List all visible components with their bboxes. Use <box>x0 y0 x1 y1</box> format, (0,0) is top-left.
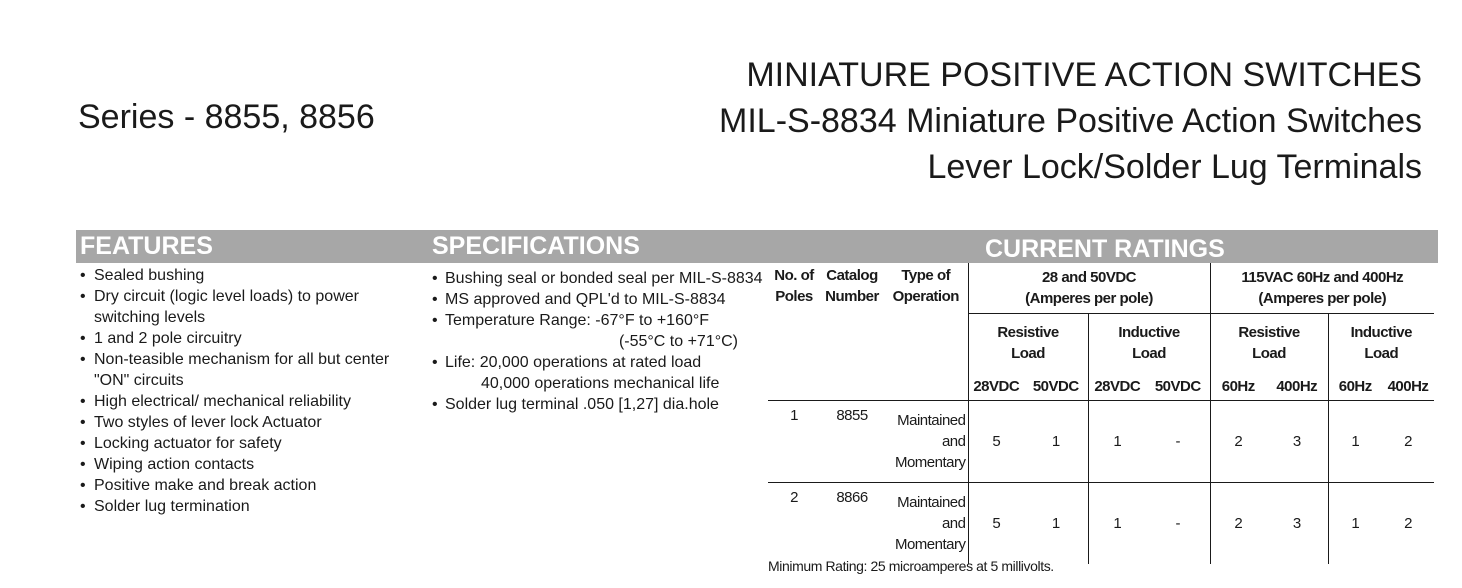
operation-line3: Momentary <box>894 454 966 471</box>
col-group-ac-line2: (Amperes per pole) <box>1258 290 1387 307</box>
specifications-list <box>430 268 770 415</box>
subheader-dc-resistive <box>968 314 1088 373</box>
spec-temperature-celsius: (-55°C to +71°C) <box>618 333 738 350</box>
feature-item: • Two styles of lever lock Actuator <box>78 412 423 433</box>
cell-value: 2 <box>1210 401 1266 483</box>
subheader-line2: Load <box>1252 345 1286 362</box>
subheader-line2: Load <box>1364 345 1399 362</box>
unit-label: 400Hz <box>1266 372 1328 401</box>
title-line-2: MIL-S-8834 Miniature Positive Action Switches <box>719 102 1422 140</box>
spec-life: Life: 20,000 operations at rated load <box>445 354 702 371</box>
series-label: Series - 8855, 8856 <box>78 98 375 136</box>
unit-label: 60Hz <box>1328 372 1382 401</box>
subheader-line1: Resistive <box>1238 324 1300 341</box>
cell-value: 1 <box>1088 483 1146 565</box>
table-row <box>768 483 1434 565</box>
cell-value: 1 <box>1328 401 1382 483</box>
current-ratings-heading: CURRENT RATINGS <box>770 230 1438 263</box>
minimum-rating-note: Minimum Rating: 25 microamperes at 5 millivolts. <box>768 558 1054 574</box>
operation-line1: Maintained <box>897 412 966 429</box>
cell-value: 2 <box>1382 401 1434 483</box>
unit-label: 28VDC <box>968 372 1024 401</box>
cell-value: - <box>1175 515 1180 532</box>
table-row <box>768 401 1434 483</box>
operation-line3: Momentary <box>894 536 966 553</box>
operation-line2: and <box>941 515 966 532</box>
cell-value: 2 <box>1210 483 1266 565</box>
unit-label: 28VDC <box>1088 372 1146 401</box>
cell-value: 1 <box>1328 483 1382 565</box>
feature-item: • Non-teasible mechanism for all but center "ON" circuits <box>78 349 423 391</box>
feature-item: • Sealed bushing <box>78 265 423 286</box>
col-group-ac-line1: 115VAC 60Hz and 400Hz <box>1241 269 1404 286</box>
cell-value: 1 <box>1051 515 1060 532</box>
feature-item: • Wiping action contacts <box>78 454 423 475</box>
cell-poles: 2 <box>790 489 798 506</box>
cell-operation <box>884 483 968 565</box>
col-header-catalog-line1: Catalog <box>826 267 878 284</box>
spec-temperature: Temperature Range: -67°F to +160°F <box>445 312 710 329</box>
spec-item <box>430 352 770 394</box>
operation-line2: and <box>941 433 966 450</box>
subheader-line1: Resistive <box>997 324 1059 341</box>
col-header-type-line1: Type of <box>901 267 951 284</box>
spec-item: • Solder lug terminal .050 [1,27] dia.hole <box>430 394 770 415</box>
cell-value: 1 <box>1088 401 1146 483</box>
subheader-dc-inductive <box>1088 314 1210 373</box>
operation-line1: Maintained <box>897 494 966 511</box>
spec-item <box>430 310 770 352</box>
col-group-ac <box>1210 263 1434 314</box>
col-header-catalog-line2: Number <box>825 288 879 305</box>
title-block <box>719 52 1422 190</box>
cell-value: 2 <box>1404 515 1412 532</box>
title-line-1: MINIATURE POSITIVE ACTION SWITCHES <box>746 56 1422 94</box>
cell-catalog: 8866 <box>836 489 868 506</box>
feature-item: • Solder lug termination <box>78 496 423 517</box>
subheader-ac-resistive <box>1210 314 1328 373</box>
current-ratings-table <box>768 263 1434 564</box>
col-group-dc-line1: 28 and 50VDC <box>1041 269 1137 286</box>
spec-life-mechanical: 40,000 operations mechanical life <box>481 375 720 392</box>
cell-operation <box>884 401 968 483</box>
cell-value: 5 <box>968 401 1024 483</box>
unit-label: 50VDC <box>1024 372 1088 401</box>
features-list <box>78 265 423 517</box>
specifications-heading: SPECIFICATIONS <box>428 230 770 263</box>
title-line-3: Lever Lock/Solder Lug Terminals <box>927 148 1422 186</box>
col-header-poles-line2: Poles <box>775 288 813 305</box>
col-header-type <box>884 263 968 401</box>
cell-poles: 1 <box>768 401 820 483</box>
feature-item: • Locking actuator for safety <box>78 433 423 454</box>
cell-value: 5 <box>968 483 1024 565</box>
feature-item: • High electrical/ mechanical reliability <box>78 391 423 412</box>
unit-label: 400Hz <box>1382 372 1434 401</box>
cell-value: 3 <box>1292 515 1301 532</box>
col-group-dc-line2: (Amperes per pole) <box>1025 290 1153 307</box>
col-header-poles <box>768 263 820 401</box>
subheader-ac-inductive <box>1328 314 1434 373</box>
unit-label: 50VDC <box>1146 372 1210 401</box>
subheader-line2: Load <box>1011 345 1045 362</box>
features-heading: FEATURES <box>76 230 428 263</box>
subheader-line1: Inductive <box>1350 324 1412 341</box>
unit-label: 60Hz <box>1210 372 1266 401</box>
spec-item: • Bushing seal or bonded seal per MIL-S-8834 <box>430 268 770 289</box>
feature-item: • 1 and 2 pole circuitry <box>78 328 423 349</box>
col-group-dc <box>968 263 1210 314</box>
cell-value: 3 <box>1266 401 1328 483</box>
feature-item: • Positive make and break action <box>78 475 423 496</box>
subheader-line1: Inductive <box>1118 324 1180 341</box>
cell-value: 1 <box>1024 401 1088 483</box>
cell-catalog: 8855 <box>820 401 884 483</box>
col-header-poles-line1: No. of <box>774 267 814 284</box>
spec-item: • MS approved and QPL'd to MIL-S-8834 <box>430 289 770 310</box>
feature-item: • Dry circuit (logic level loads) to power switching levels <box>78 286 423 328</box>
col-header-catalog <box>820 263 884 401</box>
subheader-line2: Load <box>1132 345 1166 362</box>
col-header-type-line2: Operation <box>892 288 959 305</box>
cell-value: - <box>1146 401 1210 483</box>
